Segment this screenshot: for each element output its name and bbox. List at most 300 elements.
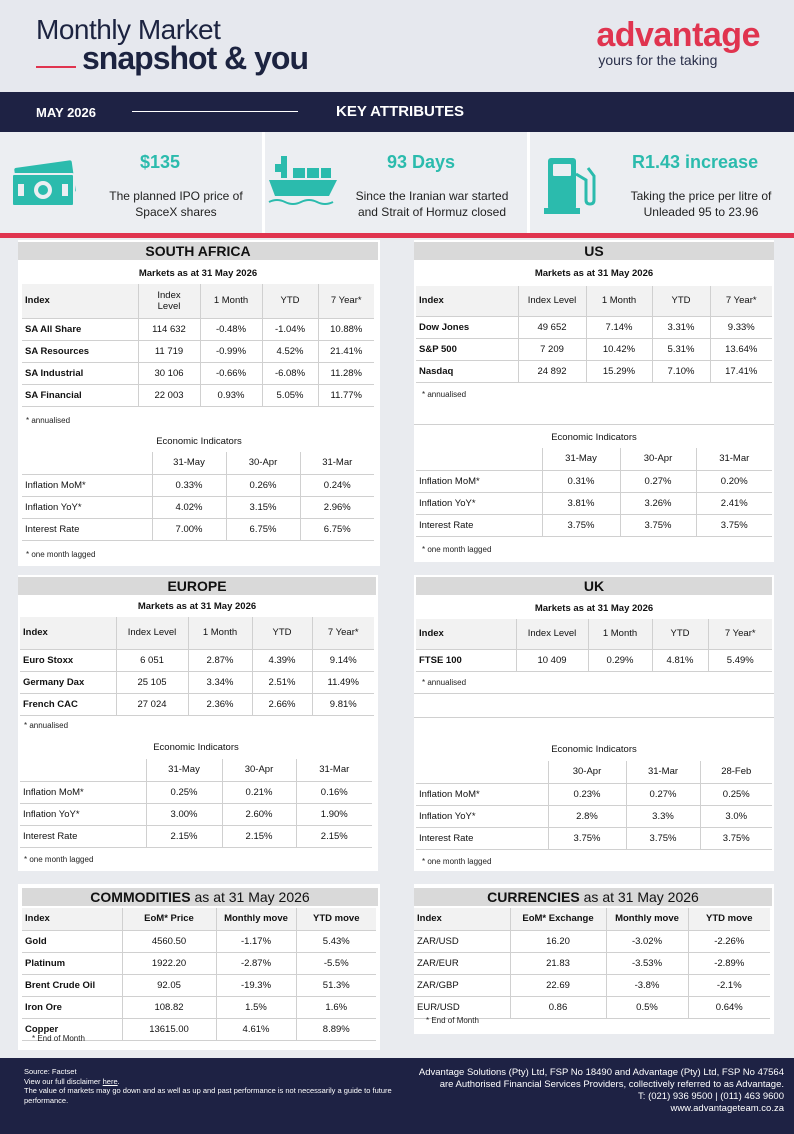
attribute-value: 93 Days xyxy=(387,152,456,172)
footnote: * End of Month xyxy=(32,1034,85,1043)
page-footer xyxy=(0,1058,794,1134)
table-cell: 114 632 xyxy=(138,318,200,340)
table-cell: 11.77% xyxy=(318,384,374,406)
footnote: * annualised xyxy=(24,721,69,730)
attribute-card xyxy=(530,132,794,234)
section-title: COMMODITIES as at 31 May 2026 xyxy=(22,888,378,906)
table-cell: 17.41% xyxy=(710,360,772,382)
table-cell: 92.05 xyxy=(122,974,216,996)
brand-tagline: yours for the taking xyxy=(598,52,718,68)
table-row xyxy=(416,827,772,849)
table-row xyxy=(416,338,772,360)
divider xyxy=(414,717,774,718)
table-cell: 0.33% xyxy=(152,474,226,496)
table-cell: 6.75% xyxy=(300,518,374,540)
table-cell: 13615.00 xyxy=(122,1018,216,1040)
table-cell: 5.49% xyxy=(708,649,772,671)
table-cell: 3.75% xyxy=(700,827,772,849)
table-row xyxy=(22,930,376,952)
title-line-1: Monthly Market xyxy=(36,14,221,45)
table-row xyxy=(22,362,374,384)
table-header-row xyxy=(416,761,772,783)
table-cell: 4.81% xyxy=(652,649,708,671)
table-row xyxy=(20,671,374,693)
table-cell: 3.15% xyxy=(226,496,300,518)
us-econ-table xyxy=(416,448,772,537)
table-cell: 9.81% xyxy=(312,693,374,715)
table-row xyxy=(22,474,374,496)
table-cell: 2.15% xyxy=(296,825,372,847)
sa-econ-table xyxy=(22,452,374,541)
column-header: YTD xyxy=(262,284,318,318)
table-cell: Inflation MoM* xyxy=(416,470,542,492)
footnote: * one month lagged xyxy=(422,545,492,554)
section-title: UK xyxy=(416,577,772,595)
footnote: * End of Month xyxy=(426,1016,479,1025)
footnote: * one month lagged xyxy=(422,857,492,866)
europe-econ-table xyxy=(20,759,372,848)
band-divider xyxy=(132,111,298,112)
table-cell: Monthly move xyxy=(216,908,296,930)
table-cell: 1 Month xyxy=(188,617,252,649)
table-cell: 2.41% xyxy=(696,492,772,514)
table-cell: -2.89% xyxy=(688,952,770,974)
table-cell: 2.15% xyxy=(146,825,222,847)
table-cell: 6 051 xyxy=(116,649,188,671)
table-row xyxy=(416,805,772,827)
table-cell: 30 106 xyxy=(138,362,200,384)
section-title: EUROPE xyxy=(18,577,376,595)
table-cell: Interest Rate xyxy=(22,518,152,540)
table-cell: 3.31% xyxy=(652,316,710,338)
table-cell: 51.3% xyxy=(296,974,376,996)
table-cell: Index xyxy=(416,619,516,649)
commodities-table xyxy=(22,908,376,1041)
table-cell: YTD move xyxy=(296,908,376,930)
econ-title: Economic Indicators xyxy=(156,436,242,447)
table-cell: 22.69 xyxy=(510,974,606,996)
attribute-text: Since the Iranian war started and Strait of Hormuz closed xyxy=(355,189,509,219)
currencies-table xyxy=(414,908,770,1019)
table-cell: ZAR/USD xyxy=(414,930,510,952)
fuel-pump-icon xyxy=(544,154,596,214)
section-title: US xyxy=(414,242,774,260)
footer-disclaimer xyxy=(24,1067,404,1105)
table-cell: 3.26% xyxy=(620,492,696,514)
table-cell: 3.3% xyxy=(626,805,700,827)
table-cell: 0.27% xyxy=(626,783,700,805)
uk-econ-table xyxy=(416,761,772,850)
column-header: Index Level xyxy=(138,284,200,318)
sa-markets-table xyxy=(22,284,374,407)
table-cell: Index xyxy=(22,908,122,930)
table-header-row xyxy=(22,908,376,930)
table-cell: EoM* Price xyxy=(122,908,216,930)
table-cell: 7 Year* xyxy=(710,286,772,316)
table-row xyxy=(20,825,372,847)
table-cell: 5.05% xyxy=(262,384,318,406)
table-cell: Index Level xyxy=(518,286,586,316)
table-row xyxy=(22,496,374,518)
table-cell xyxy=(416,761,548,783)
table-cell: 31-Mar xyxy=(626,761,700,783)
table-cell: -3.8% xyxy=(606,974,688,996)
footnote: * annualised xyxy=(422,390,467,399)
table-cell: 3.75% xyxy=(696,514,772,536)
currencies-panel xyxy=(414,884,774,1034)
table-cell: 9.14% xyxy=(312,649,374,671)
table-cell: 0.26% xyxy=(226,474,300,496)
cash-icon xyxy=(10,160,80,210)
table-cell: 3.75% xyxy=(620,514,696,536)
table-cell: Iron Ore xyxy=(22,996,122,1018)
report-date: MAY 2026 xyxy=(36,105,96,120)
europe-markets-table xyxy=(20,617,374,716)
table-cell: -0.48% xyxy=(200,318,262,340)
table-cell: 0.29% xyxy=(588,649,652,671)
table-row xyxy=(416,470,772,492)
table-row xyxy=(20,781,372,803)
us-markets-table xyxy=(416,286,772,383)
table-cell: FTSE 100 xyxy=(416,649,516,671)
divider xyxy=(414,693,774,694)
table-cell: 1.5% xyxy=(216,996,296,1018)
table-row xyxy=(20,803,372,825)
table-cell: 30-Apr xyxy=(222,759,296,781)
table-cell: 4560.50 xyxy=(122,930,216,952)
footer-company-info xyxy=(384,1067,784,1115)
table-cell: 7.10% xyxy=(652,360,710,382)
table-cell: 7 Year* xyxy=(312,617,374,649)
table-cell: -1.04% xyxy=(262,318,318,340)
table-cell: 10.42% xyxy=(586,338,652,360)
table-cell: -5.5% xyxy=(296,952,376,974)
table-row xyxy=(416,360,772,382)
footer-warning: The value of markets may go down and as well as up and past performance is not necessarily a guide to future performance. xyxy=(24,1086,392,1105)
table-row xyxy=(20,693,374,715)
table-cell: EUR/USD xyxy=(414,996,510,1018)
south-africa-panel xyxy=(18,240,380,566)
table-header-row xyxy=(22,284,374,318)
table-cell: 7 Year* xyxy=(708,619,772,649)
table-cell: Index xyxy=(20,617,116,649)
table-cell xyxy=(416,448,542,470)
econ-title: Economic Indicators xyxy=(153,742,239,753)
table-cell: Index Level xyxy=(116,617,188,649)
table-cell: YTD xyxy=(252,617,312,649)
table-cell: 8.89% xyxy=(296,1018,376,1040)
table-cell: 1922.20 xyxy=(122,952,216,974)
table-cell: 9.33% xyxy=(710,316,772,338)
table-cell: Inflation MoM* xyxy=(22,474,152,496)
table-cell: Monthly move xyxy=(606,908,688,930)
table-cell: Inflation YoY* xyxy=(22,496,152,518)
table-row xyxy=(414,996,770,1018)
table-cell: 0.31% xyxy=(542,470,620,492)
column-header: 1 Month xyxy=(200,284,262,318)
table-cell: -2.1% xyxy=(688,974,770,996)
table-cell: 3.75% xyxy=(542,514,620,536)
table-cell: 10 409 xyxy=(516,649,588,671)
table-cell: ZAR/EUR xyxy=(414,952,510,974)
footer-website[interactable]: www.advantageteam.co.za xyxy=(670,1103,784,1114)
table-header-row xyxy=(22,452,374,474)
table-cell: 2.87% xyxy=(188,649,252,671)
divider xyxy=(414,424,774,425)
table-cell: Brent Crude Oil xyxy=(22,974,122,996)
table-cell: Index xyxy=(414,908,510,930)
table-cell: 0.16% xyxy=(296,781,372,803)
column-header: 7 Year* xyxy=(318,284,374,318)
table-cell: EoM* Exchange xyxy=(510,908,606,930)
attribute-card xyxy=(0,132,262,234)
table-cell: 7.00% xyxy=(152,518,226,540)
table-cell: 6.75% xyxy=(226,518,300,540)
footer-company-line: Advantage Solutions (Pty) Ltd, FSP No 18490 and Advantage (Pty) Ltd, FSP No 47564 xyxy=(418,1067,784,1078)
markets-title: Markets as at 31 May 2026 xyxy=(138,268,258,279)
table-cell: Inflation MoM* xyxy=(416,783,548,805)
table-cell: Index xyxy=(416,286,518,316)
footer-source: Source: Factset xyxy=(24,1067,77,1076)
attribute-text: The planned IPO price of SpaceX shares xyxy=(109,189,243,219)
table-cell: 30-Apr xyxy=(548,761,626,783)
markets-title: Markets as at 31 May 2026 xyxy=(534,268,654,279)
table-cell: 0.21% xyxy=(222,781,296,803)
table-cell: Interest Rate xyxy=(416,827,548,849)
disclaimer-link[interactable]: here xyxy=(102,1076,118,1086)
table-cell: Inflation MoM* xyxy=(20,781,146,803)
brand-logo xyxy=(596,18,760,68)
table-cell: 1 Month xyxy=(586,286,652,316)
table-cell: Inflation YoY* xyxy=(416,492,542,514)
table-cell: 7.14% xyxy=(586,316,652,338)
table-cell xyxy=(22,452,152,474)
table-cell: Dow Jones xyxy=(416,316,518,338)
table-cell: YTD xyxy=(652,619,708,649)
table-row xyxy=(416,514,772,536)
section-title: SOUTH AFRICA xyxy=(18,242,378,260)
footer-phone: T: (021) 936 9500 | (011) 463 9600 xyxy=(638,1091,784,1102)
table-cell: Copper xyxy=(22,1018,122,1040)
table-cell: -19.3% xyxy=(216,974,296,996)
econ-title: Economic Indicators xyxy=(551,744,637,755)
table-cell: ZAR/GBP xyxy=(414,974,510,996)
table-cell: 0.20% xyxy=(696,470,772,492)
footnote: * annualised xyxy=(422,678,467,687)
table-cell: 31-Mar xyxy=(300,452,374,474)
table-cell: 16.20 xyxy=(510,930,606,952)
table-row xyxy=(20,649,374,671)
table-cell: Inflation YoY* xyxy=(20,803,146,825)
table-cell: 31-May xyxy=(542,448,620,470)
table-cell: 21.41% xyxy=(318,340,374,362)
table-cell: 108.82 xyxy=(122,996,216,1018)
table-cell: 3.75% xyxy=(548,827,626,849)
table-cell: 0.27% xyxy=(620,470,696,492)
brand-name: advantage xyxy=(596,16,760,54)
table-cell: 28-Feb xyxy=(700,761,772,783)
table-cell: 25 105 xyxy=(116,671,188,693)
table-header-row xyxy=(416,286,772,316)
table-cell: SA All Share xyxy=(22,318,138,340)
table-cell: SA Financial xyxy=(22,384,138,406)
europe-panel xyxy=(18,575,378,871)
table-cell: 11.28% xyxy=(318,362,374,384)
title-line-2: snapshot & you xyxy=(82,40,309,76)
attribute-value: $135 xyxy=(140,152,181,172)
table-cell: -2.87% xyxy=(216,952,296,974)
table-row xyxy=(414,952,770,974)
table-cell: 21.83 xyxy=(510,952,606,974)
attribute-value: R1.43 increase xyxy=(632,152,759,172)
table-row xyxy=(22,974,376,996)
table-cell: 3.00% xyxy=(146,803,222,825)
table-cell: 31-May xyxy=(152,452,226,474)
footer-company-line: are Authorised Financial Services Providers, collectively referred to as Advantage. xyxy=(439,1079,784,1090)
table-cell: 2.60% xyxy=(222,803,296,825)
table-cell: 30-Apr xyxy=(620,448,696,470)
table-cell: YTD move xyxy=(688,908,770,930)
date-band xyxy=(0,92,794,132)
table-cell: 10.88% xyxy=(318,318,374,340)
table-cell: YTD xyxy=(652,286,710,316)
footer-disclaimer-line: View our full disclaimer here. xyxy=(24,1076,120,1086)
table-cell: Nasdaq xyxy=(416,360,518,382)
table-cell: Inflation YoY* xyxy=(416,805,548,827)
table-cell: 31-Mar xyxy=(696,448,772,470)
table-cell: 30-Apr xyxy=(226,452,300,474)
table-row xyxy=(416,492,772,514)
table-cell: 2.66% xyxy=(252,693,312,715)
table-cell: 5.31% xyxy=(652,338,710,360)
table-cell: 49 652 xyxy=(518,316,586,338)
table-cell: 2.15% xyxy=(222,825,296,847)
table-cell: 0.23% xyxy=(548,783,626,805)
table-cell: Platinum xyxy=(22,952,122,974)
table-cell: -1.17% xyxy=(216,930,296,952)
table-cell: 22 003 xyxy=(138,384,200,406)
table-cell: 11.49% xyxy=(312,671,374,693)
table-cell: 11 719 xyxy=(138,340,200,362)
table-cell: 0.24% xyxy=(300,474,374,496)
table-cell: -0.99% xyxy=(200,340,262,362)
uk-panel xyxy=(414,575,774,871)
table-cell: 31-Mar xyxy=(296,759,372,781)
table-row xyxy=(414,974,770,996)
table-cell: -6.08% xyxy=(262,362,318,384)
table-cell: Germany Dax xyxy=(20,671,116,693)
section-title: CURRENCIES as at 31 May 2026 xyxy=(414,888,772,906)
table-cell: 2.96% xyxy=(300,496,374,518)
table-cell xyxy=(20,759,146,781)
table-cell: -0.66% xyxy=(200,362,262,384)
table-cell: 27 024 xyxy=(116,693,188,715)
table-row xyxy=(22,518,374,540)
footnote: * one month lagged xyxy=(26,550,96,559)
attribute-text: Taking the price per litre of Unleaded 95 to 23.96 xyxy=(630,189,772,219)
table-cell: -3.02% xyxy=(606,930,688,952)
attribute-card xyxy=(265,132,527,234)
table-header-row xyxy=(20,617,374,649)
title-accent-line xyxy=(36,66,76,68)
table-cell: 1.6% xyxy=(296,996,376,1018)
table-cell: 1 Month xyxy=(588,619,652,649)
accent-divider xyxy=(0,233,794,238)
column-header: Index xyxy=(22,284,138,318)
footnote: * one month lagged xyxy=(24,855,94,864)
table-cell: 24 892 xyxy=(518,360,586,382)
table-header-row xyxy=(416,448,772,470)
uk-markets-table xyxy=(416,619,772,672)
table-cell: S&P 500 xyxy=(416,338,518,360)
table-row xyxy=(22,318,374,340)
table-cell: Interest Rate xyxy=(416,514,542,536)
econ-title: Economic Indicators xyxy=(551,432,637,443)
table-cell: 5.43% xyxy=(296,930,376,952)
table-row xyxy=(414,930,770,952)
table-cell: 2.36% xyxy=(188,693,252,715)
table-cell: 3.0% xyxy=(700,805,772,827)
table-cell: 3.75% xyxy=(626,827,700,849)
table-cell: 2.51% xyxy=(252,671,312,693)
table-cell: 0.64% xyxy=(688,996,770,1018)
markets-title: Markets as at 31 May 2026 xyxy=(534,603,654,614)
table-cell: Interest Rate xyxy=(20,825,146,847)
table-cell: 1.90% xyxy=(296,803,372,825)
table-cell: 0.86 xyxy=(510,996,606,1018)
key-attributes-title: KEY ATTRIBUTES xyxy=(336,103,465,120)
table-cell: Index Level xyxy=(516,619,588,649)
table-cell: 15.29% xyxy=(586,360,652,382)
table-row xyxy=(416,649,772,671)
table-row xyxy=(22,996,376,1018)
table-row xyxy=(22,384,374,406)
footnote: * annualised xyxy=(26,416,71,425)
page-header xyxy=(0,0,794,92)
table-cell: 0.5% xyxy=(606,996,688,1018)
table-cell: -2.26% xyxy=(688,930,770,952)
table-cell: 13.64% xyxy=(710,338,772,360)
table-cell: -3.53% xyxy=(606,952,688,974)
us-panel xyxy=(414,240,774,562)
key-attributes xyxy=(0,132,794,234)
table-cell: 3.81% xyxy=(542,492,620,514)
markets-title: Markets as at 31 May 2026 xyxy=(137,601,257,612)
table-cell: SA Industrial xyxy=(22,362,138,384)
cargo-ship-icon xyxy=(267,154,339,206)
table-cell: 2.8% xyxy=(548,805,626,827)
table-cell: 4.61% xyxy=(216,1018,296,1040)
table-row xyxy=(416,783,772,805)
table-cell: French CAC xyxy=(20,693,116,715)
table-header-row xyxy=(414,908,770,930)
commodities-panel xyxy=(18,884,380,1050)
table-cell: Gold xyxy=(22,930,122,952)
table-cell: 0.25% xyxy=(700,783,772,805)
table-row xyxy=(416,316,772,338)
table-cell: 3.34% xyxy=(188,671,252,693)
table-cell: 31-May xyxy=(146,759,222,781)
table-cell: 4.02% xyxy=(152,496,226,518)
table-header-row xyxy=(20,759,372,781)
table-cell: 0.93% xyxy=(200,384,262,406)
table-header-row xyxy=(416,619,772,649)
table-cell: SA Resources xyxy=(22,340,138,362)
table-cell: 4.39% xyxy=(252,649,312,671)
table-cell: 0.25% xyxy=(146,781,222,803)
table-cell: 7 209 xyxy=(518,338,586,360)
table-cell: Euro Stoxx xyxy=(20,649,116,671)
